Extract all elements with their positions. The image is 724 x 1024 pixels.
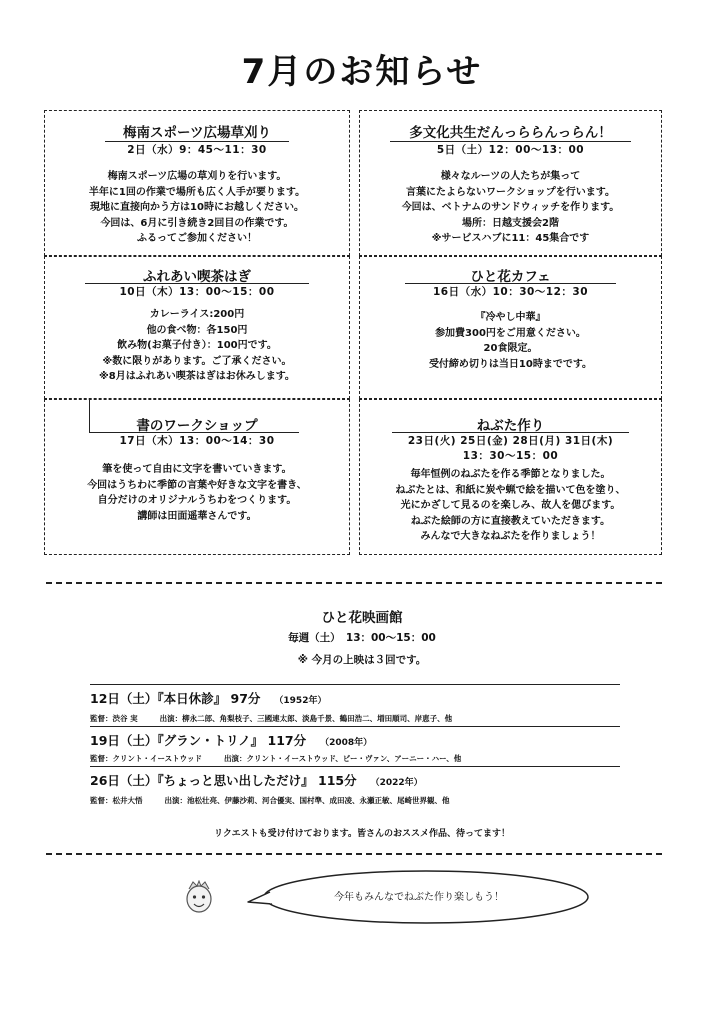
film-title: 26日（土）『ちょっと思い出しただけ』 115分 （2022年） — [90, 773, 423, 788]
film-title: 19日（土）『グラン・トリノ』 117分 （2008年） — [90, 733, 373, 748]
event-title: ねぶた作り — [476, 418, 545, 434]
event-title: ふれあい喫茶はぎ — [143, 269, 251, 285]
cinema-schedule: 毎週（土） 13：00〜15：00 — [288, 632, 436, 644]
event-title: ひと花カフェ — [470, 269, 551, 285]
event-box-3 — [44, 256, 350, 399]
event-body: カレーライス:200円 他の食べ物：各150円 飲み物(お菓子付き）：100円です。 ※数に限りがあります。ご了承ください。 ※8月はふれあい喫茶はぎはお休みします。 — [99, 309, 295, 382]
event-date: 5日（土）12：00〜13：00 — [436, 144, 585, 156]
event-time: 13：30〜15：00 — [462, 450, 559, 462]
face-icon — [184, 880, 214, 914]
event-date: 2日（水）9：45〜11：30 — [127, 144, 267, 156]
event-date: 10日（木）13：00〜15：00 — [119, 286, 275, 298]
film-item — [90, 766, 620, 810]
film-staff: 監督：渋谷 実 出演：柳永二郎、角梨枝子、三國連太郎、淡島千景、鶴田浩二、増田順司、岸恵子、他 — [90, 714, 453, 723]
cinema-note: ※ 今月の上映は３回です。 — [297, 654, 427, 666]
section-divider — [46, 582, 662, 584]
film-item — [90, 684, 620, 726]
event-body: 様々なルーツの人たちが集って 言葉にたよらないワークショップを行います。 今回は、ベトナムのサンドウィッチを作ります。 場所：日越支援会2階 ※サービスハブに11：45集合です — [401, 171, 620, 244]
event-title: 梅南スポーツ広場草刈り — [123, 125, 271, 141]
event-date: 17日（木）13：00〜14：30 — [119, 435, 275, 447]
event-title: 書のワークショップ — [136, 418, 258, 434]
cinema-title: ひと花映画館 — [321, 610, 403, 626]
event-body: 毎年恒例のねぶたを作る季節となりました。 ねぶたとは、和紙に炭や蝋で絵を描いて色を塗り、 光にかざして見るのを楽しみ、故人を偲びます。 ねぶた絵師の方に直接教えていただきます。 みんなで大きなねぶたを作りましょう！ — [395, 469, 626, 542]
film-staff: 監督：松井大悟 出演：池松壮亮、伊藤沙莉、河合優実、国村準、成田凌、永瀬正敏、尾崎世界観、他 — [90, 796, 450, 805]
event-body: 筆を使って自由に文字を書いていきます。 今回はうちわに季節の言葉や好きな文字を書き、 自分だけのオリジナルうちわをつくります。 講師は田面遥華さんです。 — [87, 464, 307, 522]
film-staff: 監督：クリント・イーストウッド 出演：クリント・イーストウッド、ビー・ヴァン、アーニー・ハー、他 — [90, 754, 462, 763]
film-year: （1952年） — [274, 696, 327, 706]
event-box-6 — [359, 399, 662, 555]
event-date: 16日（水）10：30〜12：30 — [432, 286, 589, 298]
section-divider — [46, 853, 662, 855]
event-title: 多文化共生だんっららんっらん！ — [409, 125, 612, 141]
event-body: 梅南スポーツ広場の草刈りを行います。 半年に1回の作業で場所も広く人手が要ります。 現地に直接向かう方は10時にお越しください。 今回は、6月に引き続き2回目の作業です。 ふるってご参加ください！ — [88, 171, 306, 244]
page-title: 7月のお知らせ — [241, 52, 483, 92]
film-year: （2022年） — [370, 778, 423, 788]
bubble-text: 今年もみんなでねぶた作り楽しもう！ — [334, 892, 504, 903]
event-date: 23日(火) 25日(金) 28日(月) 31日(木) — [407, 435, 614, 447]
event-box-2 — [359, 110, 662, 256]
film-item — [90, 726, 620, 768]
request-message: リクエストも受け付けております。皆さんのおススメ作品、待ってます！ — [214, 829, 510, 839]
event-box-1 — [44, 110, 350, 256]
film-title: 12日（土）『本日休診』 97分 （1952年） — [90, 691, 327, 706]
event-box-4 — [359, 256, 662, 399]
film-year: （2008年） — [320, 738, 373, 748]
event-box-5 — [44, 399, 350, 555]
event-body: 『冷やし中華』 参加費300円をご用意ください。 20食限定。 受付締め切りは当日10時までです。 — [428, 312, 593, 370]
